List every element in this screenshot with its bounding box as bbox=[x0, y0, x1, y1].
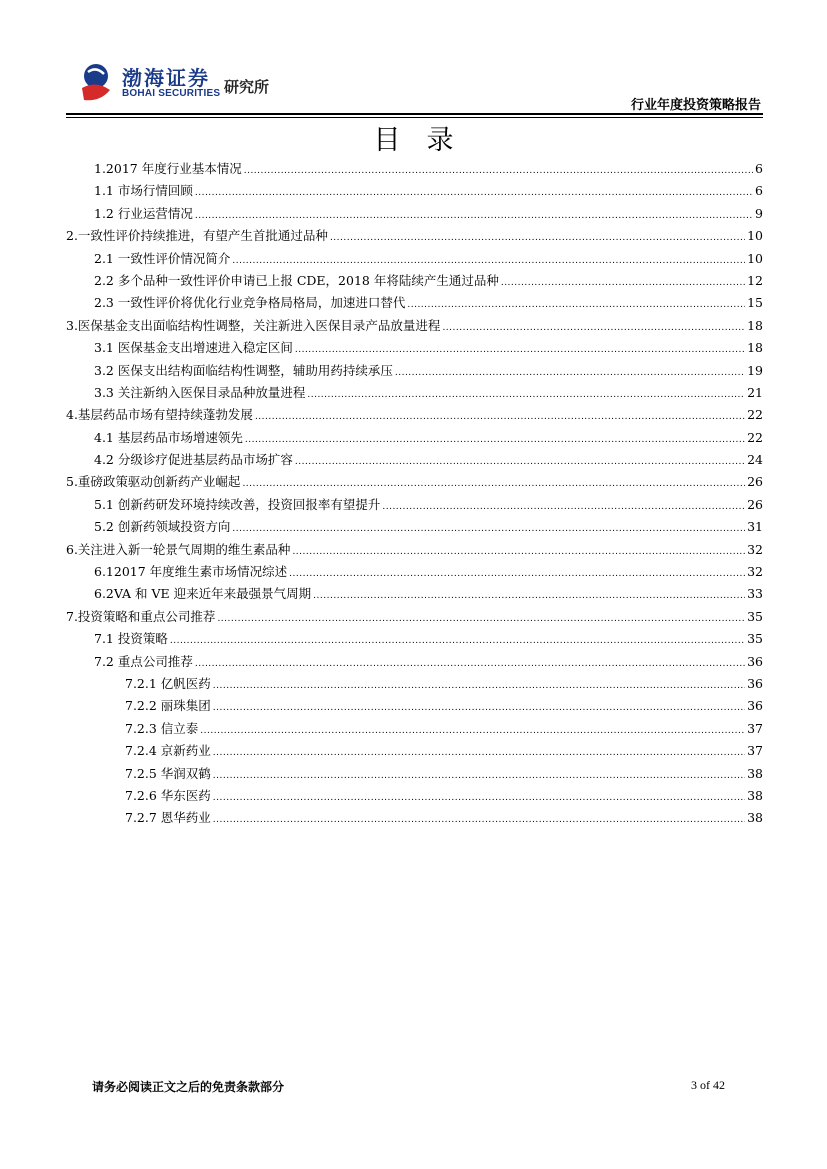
footer-disclaimer: 请务必阅读正文之后的免责条款部分 bbox=[92, 1080, 285, 1094]
toc-entry-page: 32 bbox=[747, 541, 763, 557]
toc-leader-dots bbox=[330, 227, 745, 249]
toc-leader-dots bbox=[407, 294, 745, 316]
toc-entry-label: 7.2 重点公司推荐 bbox=[94, 653, 193, 669]
toc-entry-label: 4.基层药品市场有望持续蓬勃发展 bbox=[66, 407, 253, 423]
toc-leader-dots bbox=[213, 675, 745, 697]
toc-entry-page: 38 bbox=[747, 765, 763, 781]
toc-entry-page: 18 bbox=[747, 340, 763, 356]
toc-entry[interactable] bbox=[66, 651, 763, 673]
toc-entry-page: 38 bbox=[747, 810, 763, 826]
research-institute-label: 研究所 bbox=[224, 78, 270, 96]
toc-entry-label: 2.一致性评价持续推进，有望产生首批通过品种 bbox=[66, 228, 328, 244]
toc-entry[interactable] bbox=[66, 516, 763, 538]
toc-leader-dots bbox=[232, 518, 745, 540]
toc-entry[interactable] bbox=[66, 360, 763, 382]
toc-leader-dots bbox=[295, 339, 745, 361]
footer-page-number: 3 of 42 bbox=[691, 1078, 725, 1092]
toc-entry-page: 37 bbox=[747, 720, 763, 736]
toc-entry[interactable] bbox=[66, 494, 763, 516]
toc-entry[interactable] bbox=[66, 203, 763, 225]
toc-leader-dots bbox=[501, 272, 745, 294]
toc-entry[interactable] bbox=[66, 561, 763, 583]
toc-entry-label: 7.2.4 京新药业 bbox=[125, 743, 211, 759]
toc-entry[interactable] bbox=[66, 583, 763, 605]
toc-leader-dots bbox=[195, 205, 753, 227]
toc-entry-label: 2.1 一致性评价情况简介 bbox=[94, 250, 231, 266]
toc-entry-page: 9 bbox=[755, 205, 763, 221]
toc-entry-label: 5.重磅政策驱动创新药产业崛起 bbox=[66, 474, 241, 490]
toc-entry[interactable] bbox=[66, 180, 763, 202]
toc-entry-label: 2.3 一致性评价将优化行业竞争格局格局，加速进口替代 bbox=[94, 295, 406, 311]
toc-entry[interactable] bbox=[66, 270, 763, 292]
toc-entry-label: 5.2 创新药领域投资方向 bbox=[94, 519, 231, 535]
toc-entry-label: 7.2.7 恩华药业 bbox=[125, 810, 211, 826]
toc-entry-label: 7.2.3 信立泰 bbox=[125, 720, 199, 736]
toc-leader-dots bbox=[295, 451, 745, 473]
toc-entry-page: 35 bbox=[747, 608, 763, 624]
toc-entry-page: 36 bbox=[747, 675, 763, 691]
toc-entry-label: 7.投资策略和重点公司推荐 bbox=[66, 608, 216, 624]
logo-chinese-name: 渤海证券 bbox=[122, 66, 210, 90]
toc-leader-dots bbox=[244, 160, 753, 182]
toc-entry[interactable] bbox=[66, 158, 763, 180]
toc-entry[interactable] bbox=[66, 539, 763, 561]
toc-leader-dots bbox=[213, 809, 745, 831]
toc-entry-label: 7.2.5 华润双鹤 bbox=[125, 765, 211, 781]
toc-entry-label: 1.2017 年度行业基本情况 bbox=[94, 161, 242, 176]
toc-entry-page: 6 bbox=[755, 183, 763, 199]
toc-entry-page: 21 bbox=[747, 384, 763, 400]
bohai-logo-icon bbox=[78, 62, 114, 104]
toc-leader-dots bbox=[232, 250, 745, 272]
toc-entry-page: 38 bbox=[747, 787, 763, 803]
toc-entry-label: 4.2 分级诊疗促进基层药品市场扩容 bbox=[94, 452, 293, 468]
toc-entry-page: 10 bbox=[747, 228, 763, 244]
toc-leader-dots bbox=[395, 362, 745, 384]
toc-entry-label: 6.12017 年度维生素市场情况综述 bbox=[94, 564, 288, 580]
toc-leader-dots bbox=[195, 653, 745, 675]
table-of-contents bbox=[66, 158, 763, 830]
toc-entry-label: 3.2 医保支出结构面临结构性调整，辅助用药持续承压 bbox=[94, 362, 393, 378]
toc-entry-page: 33 bbox=[747, 586, 763, 602]
toc-entry-label: 6.关注进入新一轮景气周期的维生素品种 bbox=[66, 541, 291, 557]
toc-leader-dots bbox=[213, 787, 745, 809]
toc-entry-label: 3.医保基金支出面临结构性调整，关注新进入医保目录产品放量进程 bbox=[66, 317, 441, 333]
toc-leader-dots bbox=[382, 496, 745, 518]
toc-entry-page: 35 bbox=[747, 631, 763, 647]
toc-entry-label: 7.2.1 亿帆医药 bbox=[125, 675, 211, 691]
toc-entry[interactable] bbox=[66, 427, 763, 449]
toc-leader-dots bbox=[195, 182, 753, 204]
toc-entry-label: 1.2 行业运营情况 bbox=[94, 205, 193, 221]
toc-leader-dots bbox=[245, 429, 745, 451]
toc-entry-page: 36 bbox=[747, 698, 763, 714]
toc-entry[interactable] bbox=[66, 248, 763, 270]
toc-entry[interactable] bbox=[66, 606, 763, 628]
toc-entry-page: 26 bbox=[747, 496, 763, 512]
toc-entry-label: 3.3 关注新纳入医保目录品种放量进程 bbox=[94, 384, 306, 400]
toc-entry[interactable] bbox=[66, 673, 763, 695]
toc-leader-dots bbox=[313, 585, 745, 607]
toc-entry-label: 1.1 市场行情回顾 bbox=[94, 183, 193, 199]
toc-entry-page: 6 bbox=[755, 161, 763, 176]
toc-entry-label: 2.2 多个品种一致性评价申请已上报 CDE，2018 年将陆续产生通过品种 bbox=[94, 272, 499, 288]
toc-entry[interactable] bbox=[66, 225, 763, 247]
logo-english-name: BOHAI SECURITIES bbox=[122, 88, 221, 99]
toc-entry[interactable] bbox=[66, 807, 763, 829]
toc-leader-dots bbox=[255, 406, 745, 428]
toc-leader-dots bbox=[292, 541, 745, 563]
toc-entry-page: 10 bbox=[747, 250, 763, 266]
toc-entry[interactable] bbox=[66, 695, 763, 717]
page-header bbox=[66, 58, 763, 116]
toc-leader-dots bbox=[442, 317, 745, 339]
toc-leader-dots bbox=[242, 473, 745, 495]
toc-leader-dots bbox=[170, 630, 745, 652]
toc-entry-label: 3.1 医保基金支出增速进入稳定区间 bbox=[94, 340, 293, 356]
toc-entry-page: 22 bbox=[747, 407, 763, 423]
toc-entry-page: 19 bbox=[747, 362, 763, 378]
toc-entry-page: 24 bbox=[747, 452, 763, 468]
toc-leader-dots bbox=[217, 608, 745, 630]
toc-entry[interactable] bbox=[66, 404, 763, 426]
toc-leader-dots bbox=[213, 697, 745, 719]
toc-entry-label: 4.1 基层药品市场增速领先 bbox=[94, 429, 243, 445]
toc-entry[interactable] bbox=[66, 718, 763, 740]
toc-entry-label: 7.2.2 丽珠集团 bbox=[125, 698, 211, 714]
toc-entry[interactable] bbox=[66, 337, 763, 359]
toc-entry-label: 6.2VA 和 VE 迎来近年来最强景气周期 bbox=[94, 586, 312, 602]
toc-title: 目录 bbox=[373, 125, 480, 156]
toc-entry[interactable] bbox=[66, 292, 763, 314]
toc-leader-dots bbox=[213, 742, 745, 764]
toc-entry-page: 12 bbox=[747, 272, 763, 288]
toc-entry[interactable] bbox=[66, 785, 763, 807]
toc-entry[interactable] bbox=[66, 449, 763, 471]
toc-entry-page: 36 bbox=[747, 653, 763, 669]
toc-entry[interactable] bbox=[66, 763, 763, 785]
header-divider-thick bbox=[66, 113, 763, 115]
toc-entry-page: 15 bbox=[747, 295, 763, 311]
report-type-label: 行业年度投资策略报告 bbox=[630, 98, 761, 113]
toc-entry-page: 22 bbox=[747, 429, 763, 445]
toc-entry[interactable] bbox=[66, 471, 763, 493]
toc-entry[interactable] bbox=[66, 315, 763, 337]
toc-entry-label: 7.1 投资策略 bbox=[94, 631, 168, 647]
toc-entry-page: 18 bbox=[747, 317, 763, 333]
toc-entry[interactable] bbox=[66, 382, 763, 404]
toc-entry-page: 32 bbox=[747, 564, 763, 580]
toc-entry-page: 37 bbox=[747, 743, 763, 759]
toc-leader-dots bbox=[307, 384, 745, 406]
toc-leader-dots bbox=[213, 765, 745, 787]
toc-leader-dots bbox=[200, 720, 745, 742]
toc-entry-label: 7.2.6 华东医药 bbox=[125, 787, 211, 803]
toc-leader-dots bbox=[289, 563, 745, 585]
toc-entry-label: 5.1 创新药研发环境持续改善，投资回报率有望提升 bbox=[94, 496, 381, 512]
toc-entry-page: 31 bbox=[747, 519, 763, 535]
toc-entry[interactable] bbox=[66, 740, 763, 762]
toc-entry-page: 26 bbox=[747, 474, 763, 490]
toc-entry[interactable] bbox=[66, 628, 763, 650]
